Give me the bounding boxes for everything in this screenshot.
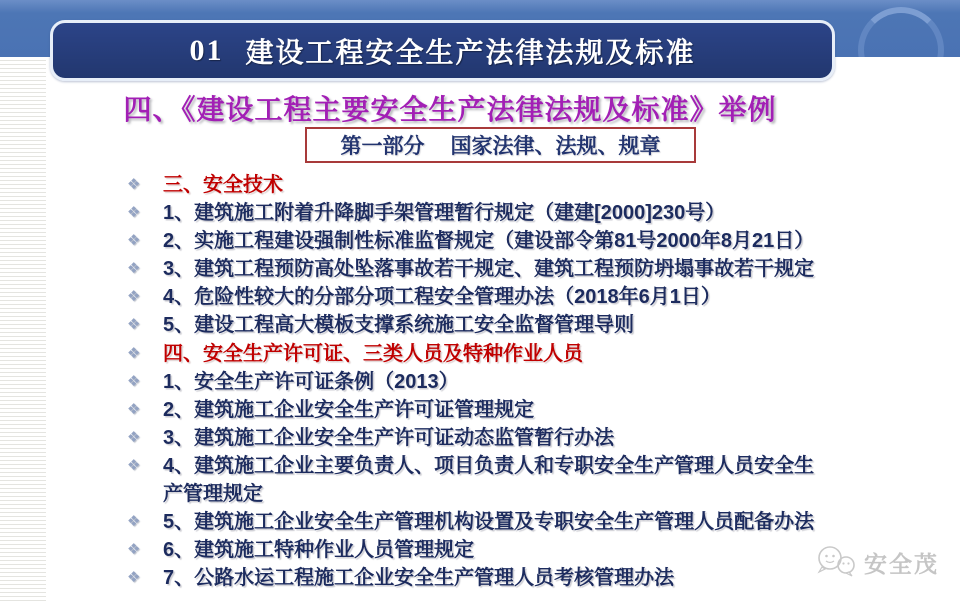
diamond-bullet-icon: ❖: [127, 513, 141, 531]
left-pinstripe-decoration: [0, 57, 46, 601]
list-item: [127, 452, 887, 508]
list-item: [127, 255, 887, 283]
section-header-banner: [50, 20, 835, 81]
list-item: [127, 508, 887, 536]
list-item-text: 2、实施工程建设强制性标准监督规定（建设部令第81号2000年8月21日）: [163, 230, 815, 253]
diamond-bullet-icon: ❖: [127, 176, 141, 193]
list-item: [127, 283, 887, 311]
part-title: 国家法律、法规、规章: [450, 135, 661, 158]
slide-subtitle: 四、《建设工程主要安全生产法律法规及标准》举例: [123, 94, 777, 125]
crescent-arc-decoration: [858, 7, 944, 57]
list-item-text: 4、危险性较大的分部分项工程安全管理办法（2018年6月1日）: [163, 286, 721, 309]
list-item-text: 三、安全技术: [163, 174, 283, 196]
diamond-bullet-icon: ❖: [127, 541, 141, 559]
list-item: [127, 564, 887, 592]
list-item-text: 1、安全生产许可证条例（2013）: [163, 370, 459, 393]
section-number: 01: [189, 33, 224, 67]
wechat-chat-bubbles-icon: [816, 544, 858, 580]
list-item-text: 2、建筑施工企业安全生产许可证管理规定: [163, 398, 535, 421]
diamond-bullet-icon: ❖: [127, 288, 141, 306]
list-item: [127, 199, 887, 227]
section-title: 建设工程安全生产法律法规及标准: [245, 36, 696, 68]
list-item: [127, 227, 887, 255]
list-item-text: 5、建设工程高大模板支撑系统施工安全监督管理导则: [163, 314, 635, 337]
list-item: [127, 396, 887, 424]
part-title-box: [305, 127, 696, 163]
diamond-bullet-icon: ❖: [127, 260, 141, 278]
list-item: [127, 340, 887, 368]
watermark-text: 安全茂: [864, 550, 939, 577]
diamond-bullet-icon: ❖: [127, 372, 141, 390]
diamond-bullet-icon: ❖: [127, 569, 141, 587]
list-item-text: 3、建筑工程预防高处坠落事故若干规定、建筑工程预防坍塌事故若干规定: [163, 258, 815, 281]
part-label: 第一部分: [340, 135, 425, 158]
diamond-bullet-icon: ❖: [127, 232, 141, 250]
list-item-text: 1、建筑施工附着升降脚手架管理暂行规定（建建[2000]230号）: [163, 202, 726, 225]
list-item: [127, 536, 887, 564]
list-item: [127, 171, 887, 199]
list-item: [127, 311, 887, 339]
diamond-bullet-icon: ❖: [127, 344, 141, 362]
list-item-text: 四、安全生产许可证、三类人员及特种作业人员: [163, 342, 583, 365]
diamond-bullet-icon: ❖: [127, 204, 141, 222]
list-item-text: 5、建筑施工企业安全生产管理机构设置及专职安全生产管理人员配备办法: [163, 511, 815, 534]
diamond-bullet-icon: ❖: [127, 456, 141, 474]
list-item: [127, 368, 887, 396]
list-item-text: 4、建筑施工企业主要负责人、项目负责人和专职安全生产管理人员安全生 产管理规定: [163, 454, 815, 506]
list-item-text: 3、建筑施工企业安全生产许可证动态监管暂行办法: [163, 426, 615, 449]
diamond-bullet-icon: ❖: [127, 428, 141, 446]
watermark: [816, 543, 939, 581]
diamond-bullet-icon: ❖: [127, 316, 141, 334]
list-item-text: 6、建筑施工特种作业人员管理规定: [163, 539, 475, 562]
list-item: [127, 424, 887, 452]
diamond-bullet-icon: ❖: [127, 400, 141, 418]
list-item-text: 7、公路水运工程施工企业安全生产管理人员考核管理办法: [163, 567, 675, 590]
law-list: [127, 171, 887, 592]
